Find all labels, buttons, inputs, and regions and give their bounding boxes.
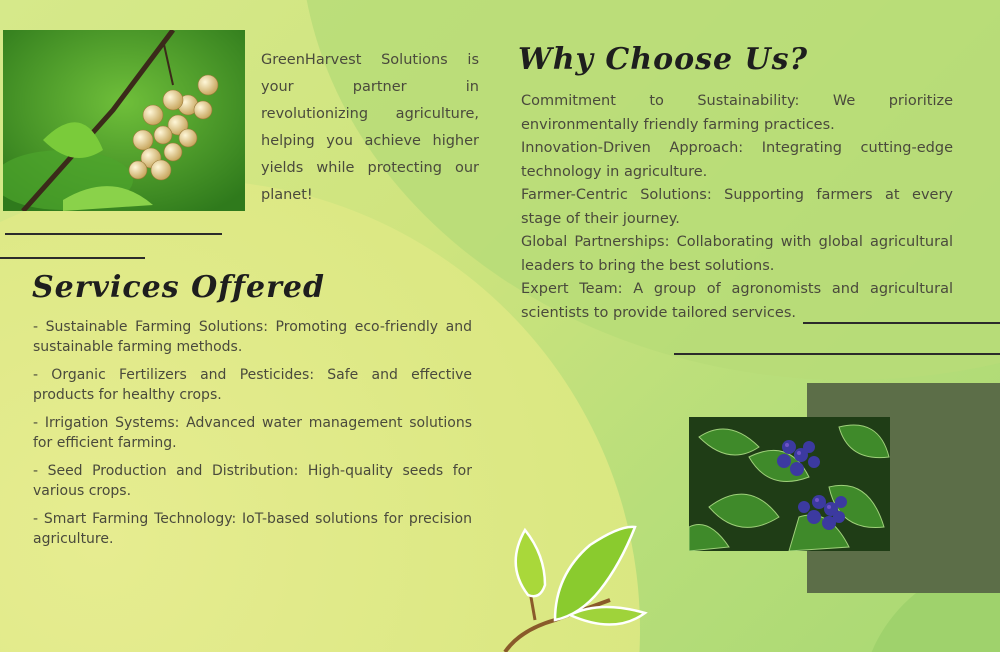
berry-branch-photo: [3, 30, 245, 211]
list-item: Innovation-Driven Approach: Integrating cutting-edge technology in agriculture.: [521, 140, 953, 180]
list-item: Farmer-Centric Solutions: Supporting farmers at every stage of their journey.: [521, 187, 953, 227]
list-item: - Irrigation Systems: Advanced water management solutions for efficient farming.: [33, 415, 472, 451]
divider-line: [803, 322, 1000, 324]
services-list: [33, 317, 472, 557]
list-item: - Sustainable Farming Solutions: Promoting eco-friendly and sustainable farming methods.: [33, 319, 472, 355]
divider-line: [5, 233, 222, 235]
list-item: Global Partnerships: Collaborating with global agricultural leaders to bring the best solutions.: [521, 234, 953, 274]
why-heading: Why Choose Us?: [518, 42, 809, 77]
list-item: - Organic Fertilizers and Pesticides: Safe and effective products for healthy crops.: [33, 367, 472, 403]
why-list: [521, 90, 953, 325]
blue-berries-photo: [689, 417, 890, 551]
list-item: - Seed Production and Distribution: High-quality seeds for various crops.: [33, 463, 472, 499]
leaf-sprig-icon: [500, 525, 650, 652]
services-heading: Services Offered: [32, 270, 325, 305]
divider-line: [674, 353, 1000, 355]
divider-line: [0, 257, 145, 259]
list-item: - Smart Farming Technology: IoT-based solutions for precision agriculture.: [33, 511, 472, 547]
intro-text: GreenHarvest Solutions is your partner in revolutionizing agriculture, helping you achieve higher yields while protecting our planet!: [261, 52, 479, 203]
list-item: Commitment to Sustainability: We prioritize environmentally friendly farming practices.: [521, 93, 953, 133]
list-item: Expert Team: A group of agronomists and agricultural scientists to provide tailored services.: [521, 281, 953, 321]
